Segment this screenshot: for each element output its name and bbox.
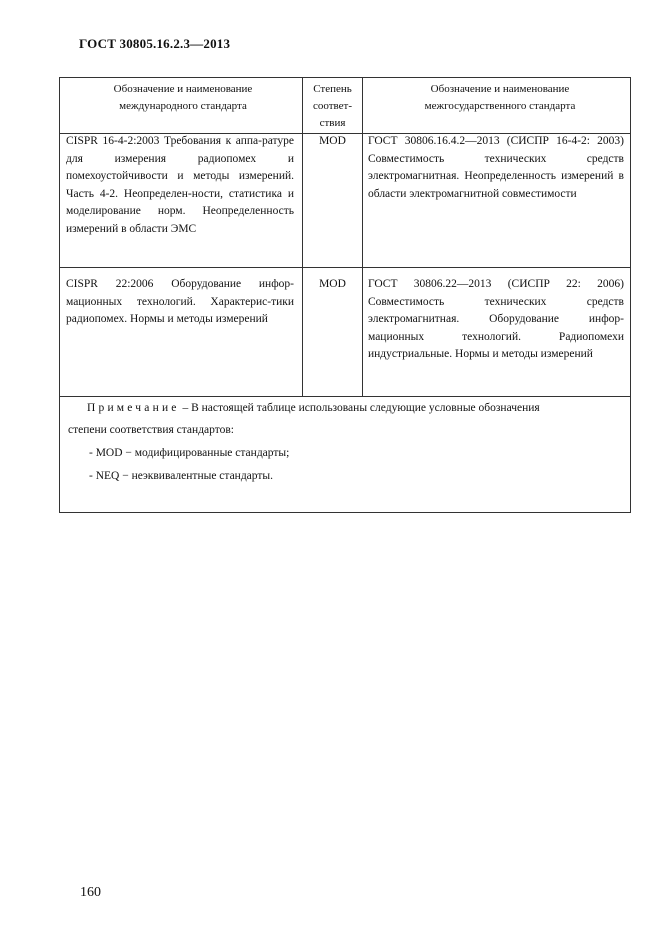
note-item-neq: - NEQ − неэквивалентные стандарты. <box>89 470 274 482</box>
row-1-international: CISPR 16-4-2:2003 Требования к аппа-ратуре для измерения радиопомех и помехоустойчивости и методы измерений. Часть 4-2. Неопределен-ности, статистика и моделирование норм. Неопределенность измерений в области ЭМС <box>66 135 294 235</box>
standards-table <box>59 77 631 513</box>
header-interstate-standard: Обозначение и наименование межгосударственного стандарта <box>424 83 576 112</box>
row-divider <box>60 396 630 397</box>
row-1-interstate: ГОСТ 30806.16.4.2—2013 (СИСПР 16-4-2: 2003) Совместимость технических средств электромагнитная. Неопределенность измерений в области электромагнитной совместимости <box>368 135 624 200</box>
row-2-interstate: ГОСТ 30806.22—2013 (СИСПР 22: 2006) Совместимость технических средств электромагнитная. Оборудование инфор-мационных технологий. Радиопомехи индустриальные. Нормы и методы измерений <box>368 278 624 361</box>
note-label: Примечание <box>87 402 180 414</box>
header-degree-text: Степень соответ-ствия <box>312 83 353 129</box>
header-international-standard: Обозначение и наименование международного стандарта <box>113 83 253 112</box>
row-1-degree: MOD <box>319 135 346 147</box>
page-number: 160 <box>80 885 101 900</box>
document-header: ГОСТ 30805.16.2.3—2013 <box>79 36 231 51</box>
note-item-mod: - MOD − модифицированные стандарты; <box>89 447 290 459</box>
row-2-international: CISPR 22:2006 Оборудование инфор-мационных технологий. Характерис-тики радиопомех. Нормы и методы измерений <box>66 278 294 326</box>
column-divider <box>362 78 363 397</box>
note-continuation: степени соответствия стандартов: <box>68 424 234 436</box>
note-first-line <box>87 400 540 418</box>
row-divider <box>60 267 630 268</box>
row-2-degree: MOD <box>319 278 346 290</box>
header-degree-of-conformity <box>303 81 362 132</box>
note-text: – В настоящей таблице использованы следующие условные обозначения <box>179 402 540 414</box>
